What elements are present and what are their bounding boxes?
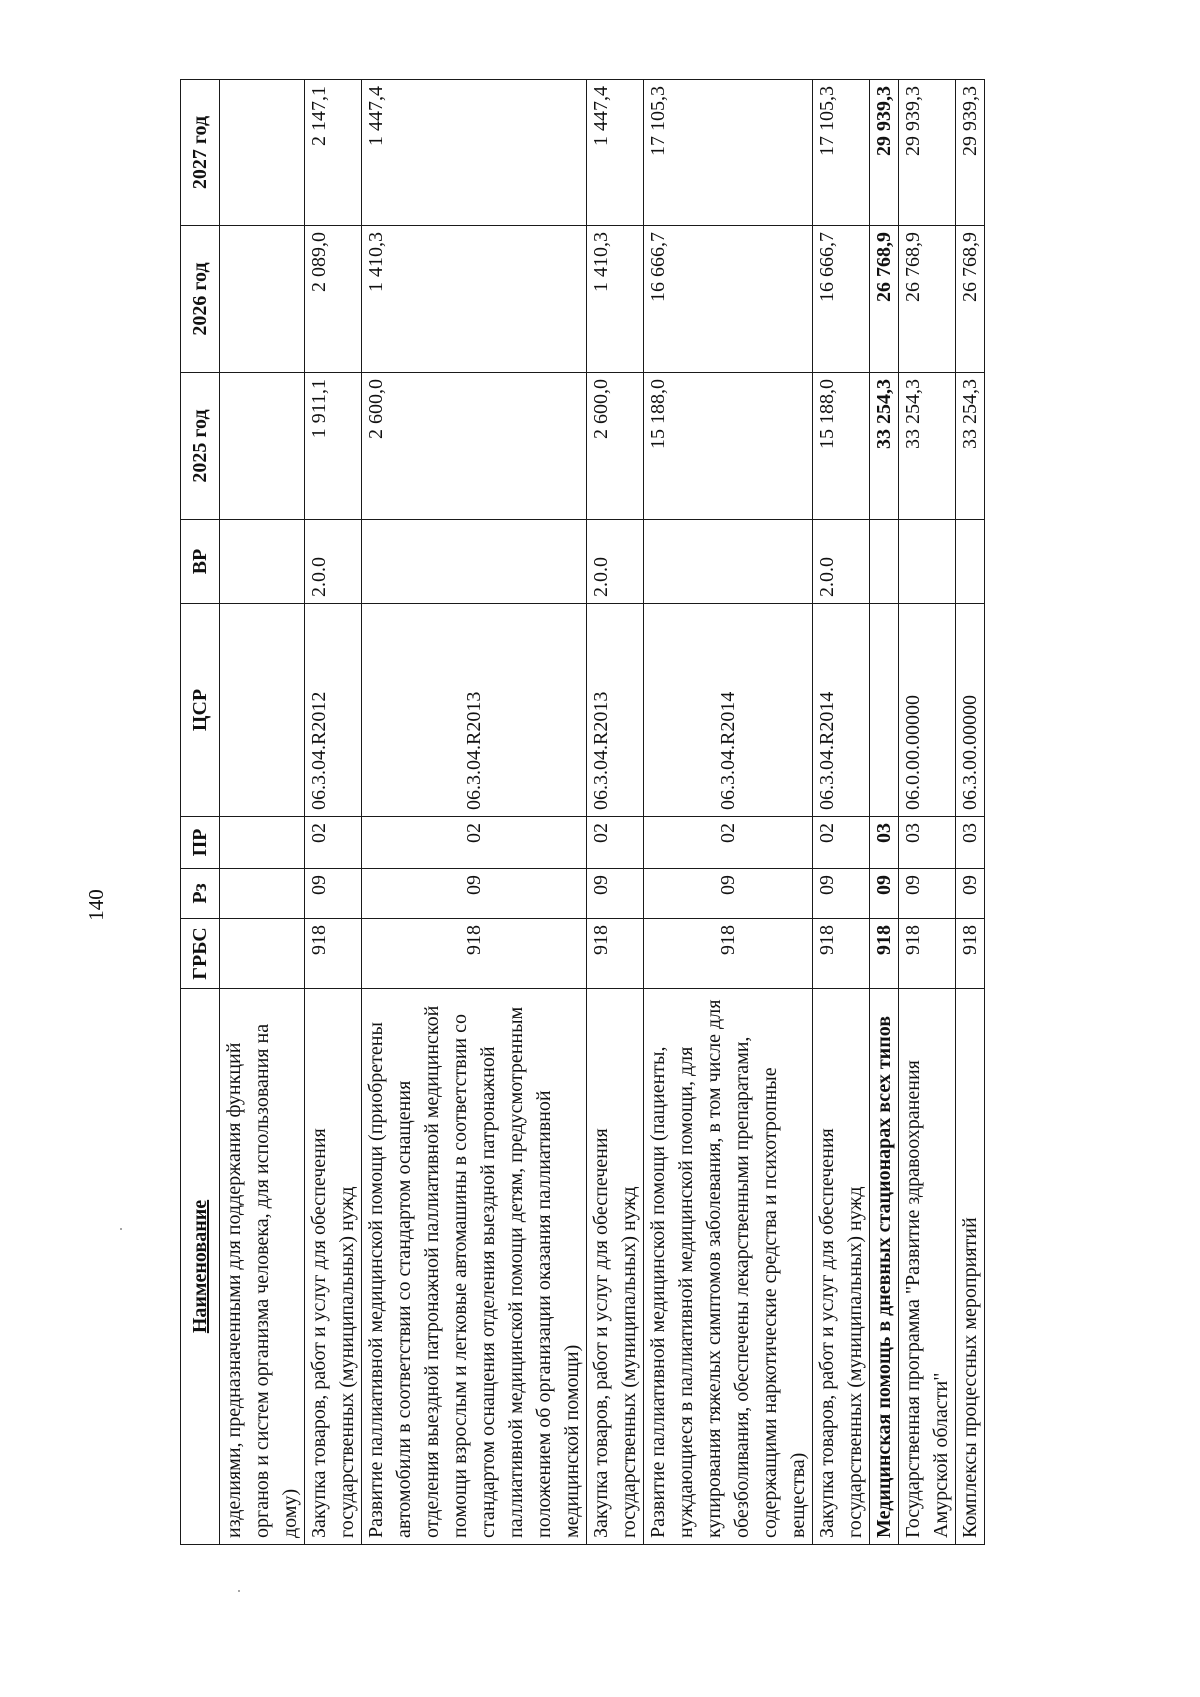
row-vr: 2.0.0	[305, 520, 362, 604]
row-pr: 02	[587, 817, 644, 869]
row-csr: 06.3.04.R2014	[813, 604, 870, 817]
row-2025: 33 254,3	[870, 373, 899, 520]
row-grbs: 918	[305, 919, 362, 989]
row-csr	[870, 604, 899, 817]
row-grbs: 918	[956, 919, 985, 989]
table-row	[899, 80, 956, 1545]
row-2027: 2 147,1	[305, 80, 362, 226]
row-name: Комплексы процессных мероприятий	[956, 989, 985, 1545]
row-2027: 1 447,4	[587, 80, 644, 226]
header-csr: ЦСР	[181, 604, 220, 817]
header-grbs: ГРБС	[181, 919, 220, 989]
row-2026: 2 089,0	[305, 226, 362, 373]
row-2027: 17 105,3	[644, 80, 813, 226]
row-name: Закупка товаров, работ и услуг для обеспечения государственных (муниципальных) нужд	[587, 989, 644, 1545]
row-2027	[220, 80, 305, 226]
table-header-row	[181, 80, 220, 1545]
row-2025	[220, 373, 305, 520]
row-rz: 09	[644, 869, 813, 919]
row-grbs: 918	[813, 919, 870, 989]
scan-speck	[120, 1228, 122, 1230]
scan-speck	[238, 1590, 240, 1592]
row-pr: 03	[956, 817, 985, 869]
row-name: изделиями, предназначенными для поддержания функций органов и систем организма человека, для использования на дому)	[220, 989, 305, 1545]
header-rz: Рз	[181, 869, 220, 919]
row-pr	[220, 817, 305, 869]
row-rz: 09	[813, 869, 870, 919]
row-csr: 06.3.04.R2013	[362, 604, 587, 817]
row-pr: 03	[899, 817, 956, 869]
row-pr: 02	[813, 817, 870, 869]
row-grbs: 918	[899, 919, 956, 989]
row-name: Развитие паллиативной медицинской помощи (пациенты, нуждающиеся в паллиативной медицинской помощи, для купирования тяжелых симптомов заболевания, в том числе для обезболивания, обеспечены лекарственными препаратами, содержащими наркотические средства и психотропные вещества)	[644, 989, 813, 1545]
row-2025: 2 600,0	[362, 373, 587, 520]
row-grbs: 918	[587, 919, 644, 989]
row-vr	[870, 520, 899, 604]
row-2026: 16 666,7	[644, 226, 813, 373]
row-csr: 06.3.04.R2013	[587, 604, 644, 817]
row-2027: 17 105,3	[813, 80, 870, 226]
row-2026: 1 410,3	[362, 226, 587, 373]
row-csr: 06.0.00.00000	[899, 604, 956, 817]
row-2025: 33 254,3	[956, 373, 985, 520]
row-rz: 09	[899, 869, 956, 919]
page-number: 140	[84, 889, 108, 921]
row-grbs	[220, 919, 305, 989]
row-rz	[220, 869, 305, 919]
row-grbs: 918	[870, 919, 899, 989]
row-vr	[644, 520, 813, 604]
row-2025: 15 188,0	[644, 373, 813, 520]
header-2025: 2025 год	[181, 373, 220, 520]
row-name: Медицинская помощь в дневных стационарах всех типов	[870, 989, 899, 1545]
row-2027: 1 447,4	[362, 80, 587, 226]
row-vr: 2.0.0	[587, 520, 644, 604]
rotated-table-container	[180, 80, 1020, 1545]
table-row	[220, 80, 305, 1545]
header-pr: ПР	[181, 817, 220, 869]
table-row	[644, 80, 813, 1545]
row-name: Закупка товаров, работ и услуг для обеспечения государственных (муниципальных) нужд	[813, 989, 870, 1545]
row-2027: 29 939,3	[870, 80, 899, 226]
row-vr: 2.0.0	[813, 520, 870, 604]
row-2026: 26 768,9	[899, 226, 956, 373]
row-csr: 06.3.04.R2014	[644, 604, 813, 817]
row-pr: 02	[305, 817, 362, 869]
header-vr: ВР	[181, 520, 220, 604]
row-name: Развитие паллиативной медицинской помощи (приобретены автомобили в соответствии со стандартом оснащения отделения выездной патронажной паллиативной медицинской помощи взрослым и легковые автомашины в соответствии со стандартом оснащения отделения выездной патронажной паллиативной медицинской помощи детям, предусмотренным положением об организации оказания паллиативной медицинской помощи)	[362, 989, 587, 1545]
row-csr: 06.3.04.R2012	[305, 604, 362, 817]
header-2027: 2027 год	[181, 80, 220, 226]
row-grbs: 918	[362, 919, 587, 989]
table-row	[362, 80, 587, 1545]
table-row	[587, 80, 644, 1545]
row-2026: 16 666,7	[813, 226, 870, 373]
row-2025: 2 600,0	[587, 373, 644, 520]
row-csr: 06.3.00.00000	[956, 604, 985, 817]
table-row	[305, 80, 362, 1545]
row-vr	[362, 520, 587, 604]
row-name: Государственная программа "Развитие здравоохранения Амурской области"	[899, 989, 956, 1545]
row-name: Закупка товаров, работ и услуг для обеспечения государственных (муниципальных) нужд	[305, 989, 362, 1545]
row-rz: 09	[587, 869, 644, 919]
row-vr	[220, 520, 305, 604]
row-rz: 09	[362, 869, 587, 919]
table-row	[813, 80, 870, 1545]
row-2025: 33 254,3	[899, 373, 956, 520]
row-pr: 02	[362, 817, 587, 869]
budget-table	[180, 79, 985, 1545]
table-row	[870, 80, 899, 1545]
row-2027: 29 939,3	[956, 80, 985, 226]
row-pr: 02	[644, 817, 813, 869]
header-name: Наименование	[181, 989, 220, 1545]
row-rz: 09	[870, 869, 899, 919]
table-row	[956, 80, 985, 1545]
header-2026: 2026 год	[181, 226, 220, 373]
row-vr	[956, 520, 985, 604]
row-2027: 29 939,3	[899, 80, 956, 226]
row-2025: 1 911,1	[305, 373, 362, 520]
row-grbs: 918	[644, 919, 813, 989]
row-rz: 09	[956, 869, 985, 919]
row-2026: 26 768,9	[956, 226, 985, 373]
row-2026: 26 768,9	[870, 226, 899, 373]
row-2026: 1 410,3	[587, 226, 644, 373]
row-2025: 15 188,0	[813, 373, 870, 520]
row-csr	[220, 604, 305, 817]
row-pr: 03	[870, 817, 899, 869]
row-vr	[899, 520, 956, 604]
row-2026	[220, 226, 305, 373]
row-rz: 09	[305, 869, 362, 919]
